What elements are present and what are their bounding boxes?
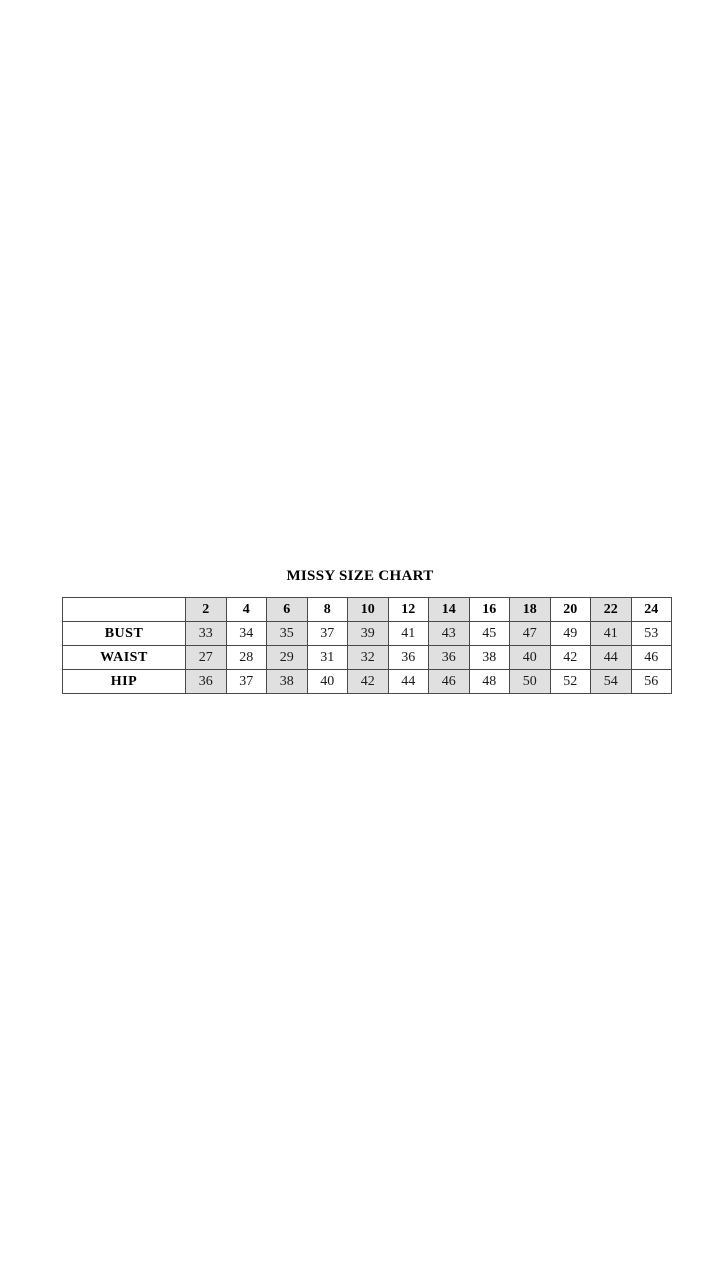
column-header-size: 20 <box>550 598 591 622</box>
row-label-hip: HIP <box>63 670 186 694</box>
column-header-size: 14 <box>429 598 470 622</box>
cell-waist-16: 38 <box>469 646 510 670</box>
cell-hip-14: 46 <box>429 670 470 694</box>
cell-waist-12: 36 <box>388 646 429 670</box>
cell-waist-4: 28 <box>226 646 267 670</box>
cell-bust-14: 43 <box>429 622 470 646</box>
column-header-size: 12 <box>388 598 429 622</box>
cell-hip-24: 56 <box>631 670 672 694</box>
page-title: MISSY SIZE CHART <box>286 568 434 584</box>
cell-hip-4: 37 <box>226 670 267 694</box>
column-header-size: 18 <box>510 598 551 622</box>
cell-bust-18: 47 <box>510 622 551 646</box>
cell-hip-20: 52 <box>550 670 591 694</box>
cell-waist-8: 31 <box>307 646 348 670</box>
cell-waist-6: 29 <box>267 646 308 670</box>
cell-hip-12: 44 <box>388 670 429 694</box>
table-body <box>63 622 672 694</box>
cell-bust-8: 37 <box>307 622 348 646</box>
cell-waist-24: 46 <box>631 646 672 670</box>
size-chart-table-holder <box>62 597 658 694</box>
column-header-size: 10 <box>348 598 389 622</box>
table-corner-cell <box>63 598 186 622</box>
cell-hip-6: 38 <box>267 670 308 694</box>
cell-hip-8: 40 <box>307 670 348 694</box>
cell-waist-14: 36 <box>429 646 470 670</box>
table-row <box>63 598 672 622</box>
cell-hip-22: 54 <box>591 670 632 694</box>
size-chart-section <box>0 568 720 694</box>
cell-bust-4: 34 <box>226 622 267 646</box>
cell-bust-2: 33 <box>186 622 227 646</box>
cell-waist-20: 42 <box>550 646 591 670</box>
column-header-size: 16 <box>469 598 510 622</box>
column-header-size: 24 <box>631 598 672 622</box>
row-label-waist: WAIST <box>63 646 186 670</box>
cell-waist-2: 27 <box>186 646 227 670</box>
cell-bust-24: 53 <box>631 622 672 646</box>
cell-bust-20: 49 <box>550 622 591 646</box>
cell-bust-16: 45 <box>469 622 510 646</box>
column-header-size: 8 <box>307 598 348 622</box>
cell-bust-12: 41 <box>388 622 429 646</box>
cell-bust-22: 41 <box>591 622 632 646</box>
cell-hip-2: 36 <box>186 670 227 694</box>
size-chart-table <box>62 597 672 694</box>
cell-waist-10: 32 <box>348 646 389 670</box>
cell-hip-18: 50 <box>510 670 551 694</box>
cell-hip-16: 48 <box>469 670 510 694</box>
column-header-size: 6 <box>267 598 308 622</box>
cell-waist-18: 40 <box>510 646 551 670</box>
row-label-bust: BUST <box>63 622 186 646</box>
table-row <box>63 670 672 694</box>
column-header-size: 2 <box>186 598 227 622</box>
table-row <box>63 622 672 646</box>
cell-waist-22: 44 <box>591 646 632 670</box>
table-row <box>63 646 672 670</box>
cell-bust-10: 39 <box>348 622 389 646</box>
cell-hip-10: 42 <box>348 670 389 694</box>
column-header-size: 22 <box>591 598 632 622</box>
column-header-size: 4 <box>226 598 267 622</box>
table-header <box>63 598 672 622</box>
cell-bust-6: 35 <box>267 622 308 646</box>
